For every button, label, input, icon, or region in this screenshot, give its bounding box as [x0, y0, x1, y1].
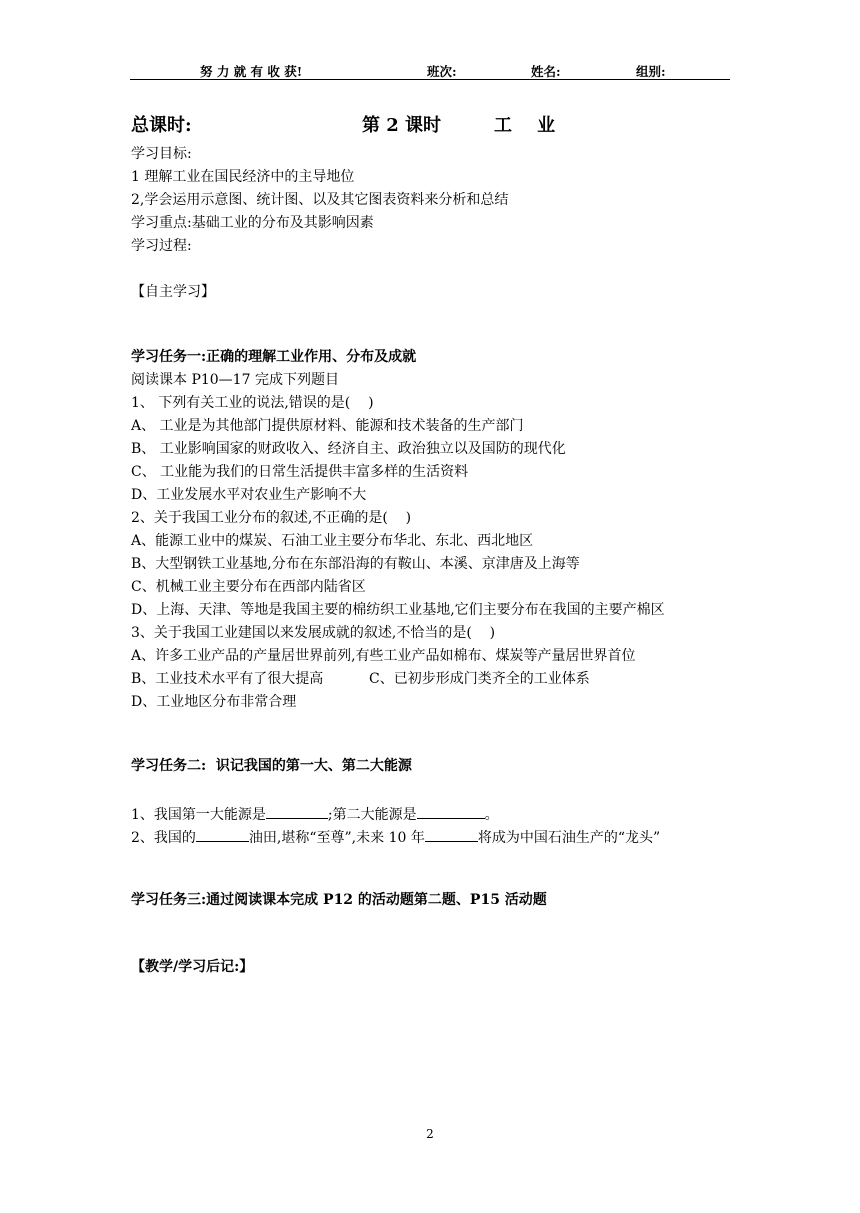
task2-q2-text-3: 将成为中国石油生产的“龙头”: [477, 830, 661, 846]
lesson-topic: 工 业: [494, 115, 556, 136]
question-3-option-c: C、已初步形成门类齐全的工业体系: [369, 671, 590, 687]
lesson-number: 第 2 课时: [362, 115, 442, 136]
question-2-option-b: B、大型钢铁工业基地,分布在东部沿海的有鞍山、本溪、京津唐及上海等: [131, 556, 580, 572]
task2-q2-text-1: 2、我国的: [131, 830, 196, 846]
goal-item-1: 1 理解工业在国民经济中的主导地位: [131, 169, 355, 185]
header-class-label: 班次:: [427, 64, 457, 79]
goal-item-2: 2,学会运用示意图、统计图、以及其它图表资料来分析和总结: [131, 192, 509, 208]
question-3-option-b: B、工业技术水平有了很大提高: [131, 671, 324, 687]
total-hours-label: 总课时:: [131, 115, 192, 136]
task2-q1-text-3: 。: [484, 807, 499, 823]
task2-q2-text-2: 油田,堪称“至尊”,未来 10 年: [248, 830, 425, 846]
self-study-heading: 【自主学习】: [131, 284, 215, 300]
task2-q1-text-1: 1、我国第一大能源是: [131, 807, 266, 823]
header-group-label: 组别:: [636, 64, 666, 79]
oilfield-blank[interactable]: [196, 827, 249, 842]
task2-q1-text-2: ;第二大能源是: [327, 807, 417, 823]
question-1-option-a: A、 工业是为其他部门提供原材料、能源和技术装备的生产部门: [131, 418, 524, 434]
question-2-option-a: A、能源工业中的煤炭、石油工业主要分布华北、东北、西北地区: [131, 533, 534, 549]
task1-intro: 阅读课本 P10—17 完成下列题目: [131, 372, 339, 388]
question-3-option-a: A、许多工业产品的产量居世界前列,有些工业产品如棉布、煤炭等产量居世界首位: [131, 648, 636, 664]
task1-heading: 学习任务一:正确的理解工业作用、分布及成就: [131, 349, 417, 365]
question-3: 3、关于我国工业建国以来发展成就的叙述,不恰当的是( ): [131, 625, 496, 641]
afterword-heading: 【教学/学习后记:】: [131, 959, 254, 975]
page-number: 2: [426, 1127, 434, 1141]
first-energy-blank[interactable]: [266, 804, 328, 819]
header-motto: 努 力 就 有 收 获!: [200, 64, 303, 79]
second-energy-blank[interactable]: [417, 804, 485, 819]
question-1-option-d: D、工业发展水平对农业生产影响不大: [131, 487, 367, 503]
task3-heading: 学习任务三:通过阅读课本完成 P12 的活动题第二题、P15 活动题: [131, 892, 547, 908]
question-3-option-d: D、工业地区分布非常合理: [131, 694, 297, 710]
question-1-option-b: B、 工业影响国家的财政收入、经济自主、政治独立以及国防的现代化: [131, 441, 566, 457]
goals-heading: 学习目标:: [131, 146, 192, 162]
task2-question-2: [131, 827, 660, 847]
question-1-option-c: C、 工业能为我们的日常生活提供丰富多样的生活资料: [131, 464, 469, 480]
question-2: 2、关于我国工业分布的叙述,不正确的是( ): [131, 510, 412, 526]
header-name-label: 姓名:: [531, 64, 561, 79]
focus-text: 学习重点:基础工业的分布及其影响因素: [131, 215, 374, 231]
future-oilfield-blank[interactable]: [425, 827, 478, 842]
question-1: 1、 下列有关工业的说法,错误的是( ): [131, 395, 374, 411]
task2-question-1: [131, 804, 499, 824]
process-label: 学习过程:: [131, 238, 192, 254]
header-divider: [130, 79, 730, 80]
task2-heading: 学习任务二: 识记我国的第一大、第二大能源: [131, 758, 412, 774]
question-2-option-c: C、机械工业主要分布在西部内陆省区: [131, 579, 366, 595]
question-2-option-d: D、上海、天津、等地是我国主要的棉纺织工业基地,它们主要分布在我国的主要产棉区: [131, 602, 665, 618]
